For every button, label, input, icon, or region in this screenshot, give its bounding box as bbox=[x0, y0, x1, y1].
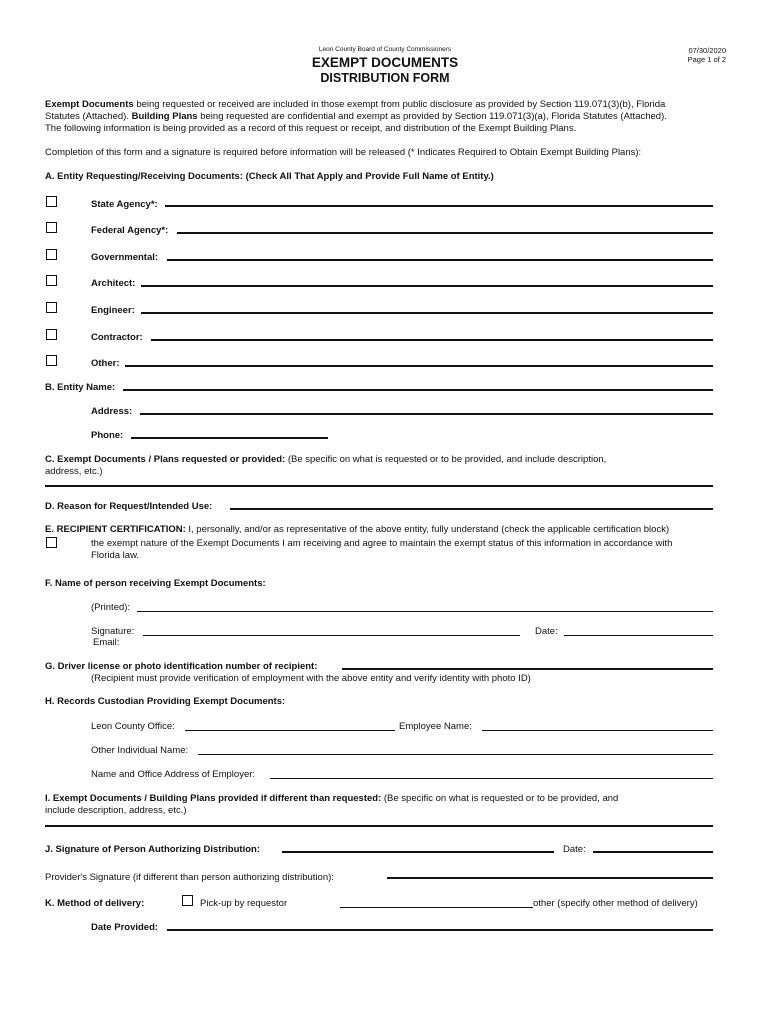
label-other-delivery: other (specify other method of delivery) bbox=[533, 898, 698, 909]
checkbox-engineer[interactable] bbox=[46, 302, 57, 313]
section-e-body bbox=[91, 538, 731, 562]
label-email: Email: bbox=[93, 637, 120, 648]
field-leon-office[interactable] bbox=[185, 730, 395, 731]
label-pickup: Pick-up by requestor bbox=[200, 898, 288, 909]
label-provider-signature: Provider's Signature (if different than person authorizing distribution): bbox=[45, 872, 334, 883]
page-title-line1: EXEMPT DOCUMENTS bbox=[311, 55, 459, 70]
field-printed-name[interactable] bbox=[137, 611, 713, 612]
section-b-heading: B. Entity Name: bbox=[45, 382, 116, 393]
checkbox-contractor[interactable] bbox=[46, 329, 57, 340]
field-phone[interactable] bbox=[131, 437, 328, 439]
checkbox-federal-agency[interactable] bbox=[46, 222, 57, 233]
field-engineer[interactable] bbox=[141, 312, 713, 314]
label-governmental: Governmental: bbox=[91, 252, 159, 263]
section-i-text-2: include description, address, etc.) bbox=[45, 805, 187, 816]
label-employer: Name and Office Address of Employer: bbox=[91, 769, 256, 780]
label-address: Address: bbox=[91, 406, 133, 417]
label-contractor: Contractor: bbox=[91, 332, 143, 343]
label-phone: Phone: bbox=[91, 430, 124, 441]
section-i-text-1: (Be specific on what is requested or to be provided, and bbox=[381, 793, 619, 804]
field-architect[interactable] bbox=[141, 285, 713, 287]
field-other-delivery[interactable] bbox=[340, 907, 533, 908]
field-authorizing-signature[interactable] bbox=[282, 851, 554, 853]
intro-bold-exempt: Exempt Documents bbox=[45, 99, 134, 110]
label-federal-agency: Federal Agency*: bbox=[91, 225, 169, 236]
checkbox-other[interactable] bbox=[46, 355, 57, 366]
section-k-heading: K. Method of delivery: bbox=[45, 898, 145, 909]
section-i bbox=[45, 793, 735, 817]
field-address[interactable] bbox=[140, 413, 713, 415]
field-entity-name[interactable] bbox=[123, 389, 713, 391]
label-engineer: Engineer: bbox=[91, 305, 135, 316]
label-printed: (Printed): bbox=[91, 602, 131, 613]
section-e-text-2: the exempt nature of the Exempt Documents I am receiving and agree to maintain the exempt status of this information in accordance with bbox=[91, 538, 673, 549]
section-c-heading: C. Exempt Documents / Plans requested or provided: bbox=[45, 454, 286, 465]
field-other[interactable] bbox=[125, 365, 713, 367]
label-signature: Signature: bbox=[91, 626, 135, 637]
field-reason[interactable] bbox=[230, 508, 713, 510]
field-employer[interactable] bbox=[270, 778, 713, 779]
field-documents-provided[interactable] bbox=[45, 825, 713, 827]
label-j-date: Date: bbox=[563, 844, 586, 855]
section-j-heading: J. Signature of Person Authorizing Distribution: bbox=[45, 844, 260, 855]
field-contractor[interactable] bbox=[151, 339, 713, 341]
agency-name: Leon County Board of County Commissioners bbox=[318, 46, 452, 53]
intro-text-3: being requested are confidential and exempt as provided by Section 119.071(3)(a), Florida Statutes (Attached). bbox=[197, 111, 667, 122]
section-c-text-2: address, etc.) bbox=[45, 466, 103, 477]
field-date-provided[interactable] bbox=[167, 929, 713, 931]
section-g-heading: G. Driver license or photo identification number of recipient: bbox=[45, 661, 318, 672]
section-h-heading: H. Records Custodian Providing Exempt Documents: bbox=[45, 696, 286, 707]
section-c-text-1: (Be specific on what is requested or to be provided, and include description, bbox=[285, 454, 607, 465]
section-f-heading: F. Name of person receiving Exempt Documents: bbox=[45, 578, 266, 589]
intro-text-2: Statutes (Attached). bbox=[45, 111, 132, 122]
field-documents-requested[interactable] bbox=[45, 485, 713, 487]
label-leon-office: Leon County Office: bbox=[91, 721, 175, 732]
field-id-number[interactable] bbox=[342, 668, 713, 670]
field-provider-signature[interactable] bbox=[387, 877, 713, 879]
form-date: 07/30/2020 bbox=[688, 46, 726, 55]
checkbox-architect[interactable] bbox=[46, 275, 57, 286]
section-e-text-3: Florida law. bbox=[91, 550, 140, 561]
checkbox-state-agency[interactable] bbox=[46, 196, 57, 207]
intro-text-1: being requested or received are included in those exempt from public disclosure as provided by Section 119.071(3)(b), Florida bbox=[133, 99, 666, 110]
intro-text-4: The following information is being provided as a record of this request or receipt, and distribution of the Exempt Building Plans. bbox=[45, 123, 577, 134]
page-number: Page 1 of 2 bbox=[687, 55, 726, 64]
field-state-agency[interactable] bbox=[165, 205, 713, 207]
intro-paragraph bbox=[45, 99, 735, 135]
label-other: Other: bbox=[91, 358, 120, 369]
section-i-heading: I. Exempt Documents / Building Plans provided if different than requested: bbox=[45, 793, 382, 804]
section-e-heading: E. RECIPIENT CERTIFICATION: bbox=[45, 524, 186, 535]
section-a-heading: A. Entity Requesting/Receiving Documents: (Check All That Apply and Provide Full Name of Entity.) bbox=[45, 171, 494, 182]
completion-note: Completion of this form and a signature is required before information will be released (* Indicates Required to Obtain Exempt Building Plans): bbox=[45, 147, 642, 158]
checkbox-certification[interactable] bbox=[46, 537, 57, 548]
label-architect: Architect: bbox=[91, 278, 136, 289]
label-f-date: Date: bbox=[535, 626, 558, 637]
field-employee-name[interactable] bbox=[482, 730, 713, 731]
checkbox-governmental[interactable] bbox=[46, 249, 57, 260]
section-c bbox=[45, 454, 735, 478]
label-state-agency: State Agency*: bbox=[91, 199, 158, 210]
field-j-date[interactable] bbox=[593, 851, 713, 853]
section-g-note: (Recipient must provide verification of employment with the above entity and verify identity with photo ID) bbox=[91, 673, 531, 684]
label-date-provided: Date Provided: bbox=[91, 922, 159, 933]
page-title-line2: DISTRIBUTION FORM bbox=[320, 71, 450, 85]
intro-bold-plans: Building Plans bbox=[131, 111, 198, 122]
section-d-heading: D. Reason for Request/Intended Use: bbox=[45, 501, 213, 512]
section-e bbox=[45, 524, 735, 536]
field-f-date[interactable] bbox=[564, 635, 713, 636]
label-employee-name: Employee Name: bbox=[399, 721, 472, 732]
label-other-individual: Other Individual Name: bbox=[91, 745, 189, 756]
field-federal-agency[interactable] bbox=[177, 232, 713, 234]
section-e-text-1: I, personally, and/or as representative of the above entity, fully understand (check the applicable certification block) bbox=[185, 524, 670, 535]
checkbox-pickup[interactable] bbox=[182, 895, 193, 906]
field-signature[interactable] bbox=[143, 635, 520, 636]
field-governmental[interactable] bbox=[167, 259, 713, 261]
field-other-individual[interactable] bbox=[198, 754, 713, 755]
